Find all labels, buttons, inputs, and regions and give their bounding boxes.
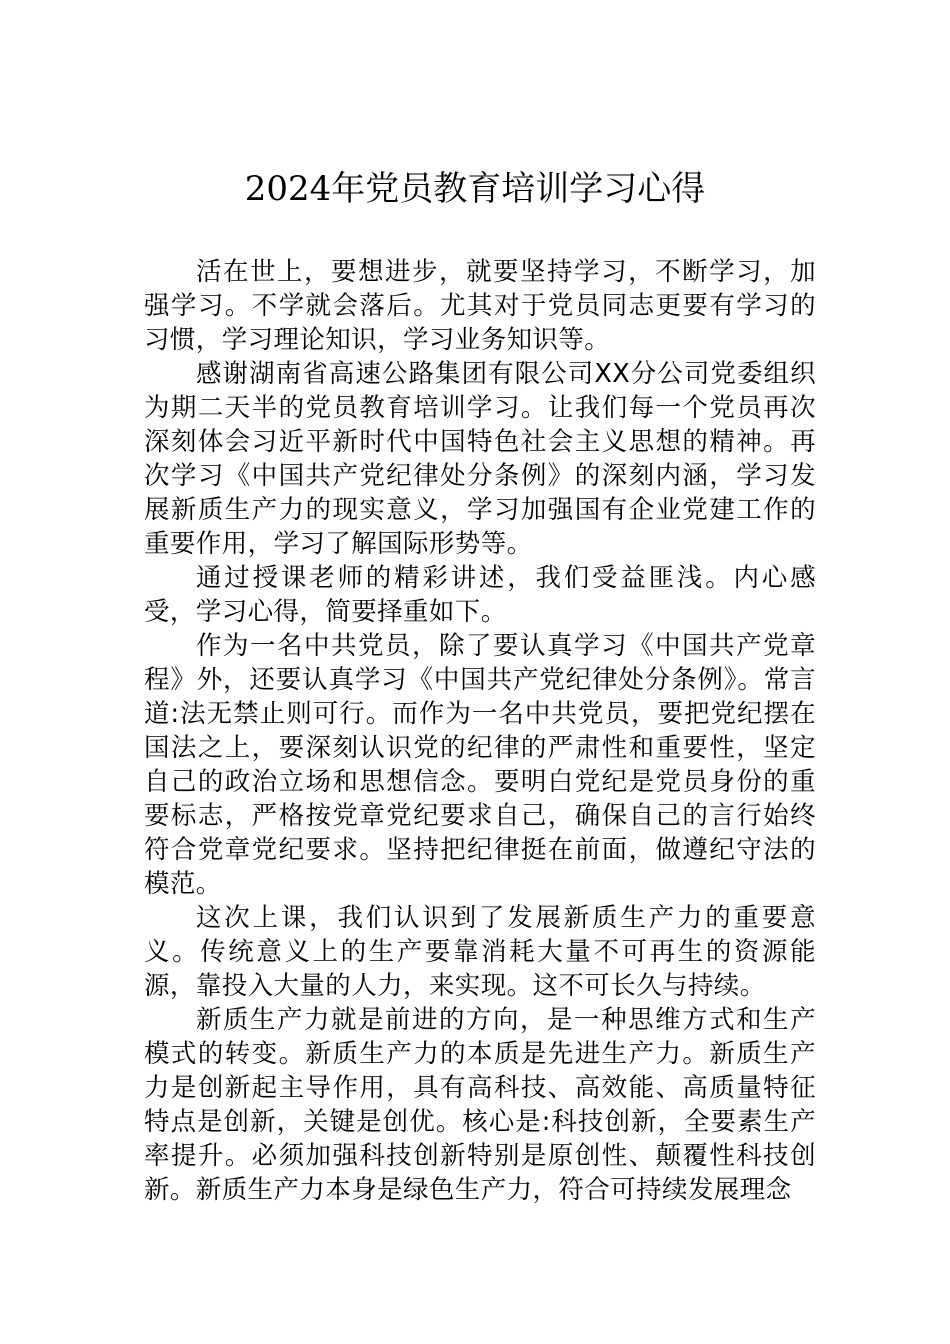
paragraph-intro: 活在世上，要想进步，就要坚持学习，不断学习，加强学习。不学就会落后。尤其对于党员同志更要有学习的习惯，学习理论知识，学习业务知识等。 [144, 257, 816, 355]
paragraph-productivity: 这次上课，我们认识到了发展新质生产力的重要意义。传统意义上的生产要靠消耗大量不可再生的资源能源，靠投入大量的人力，来实现。这不可长久与持续。 [144, 903, 816, 1001]
paragraph-summary: 通过授课老师的精彩讲述，我们受益匪浅。内心感受，学习心得，简要择重如下。 [144, 563, 816, 627]
document-title: 2024年党员教育培训学习心得 [244, 169, 706, 209]
paragraph-discipline: 作为一名中共党员，除了要认真学习《中国共产党章程》外，还要认真学习《中国共产党纪律处分条例》。常言道:法无禁止则可行。而作为一名中共党员，要把党纪摆在国法之上，要深刻认识党的纪律的严肃性和重要性，坚定自己的政治立场和思想信念。要明白党纪是党员身份的重要标志，严格按党章党纪要求自己，确保自己的言行始终符合党章党纪要求。坚持把纪律挺在前面，做遵纪守法的模范。 [144, 631, 816, 899]
paragraph-thanks: 感谢湖南省高速公路集团有限公司XX分公司党委组织为期二天半的党员教育培训学习。让我们每一个党员再次深刻体会习近平新时代中国特色社会主义思想的精神。再次学习《中国共产党纪律处分条例》的深刻内涵，学习发展新质生产力的现实意义，学习加强国有企业党建工作的重要作用，学习了解国际形势等。 [144, 359, 816, 559]
paragraph-new-quality: 新质生产力就是前进的方向，是一种思维方式和生产模式的转变。新质生产力的本质是先进生产力。新质生产力是创新起主导作用，具有高科技、高效能、高质量特征特点是创新，关键是创优。核心是:科技创新，全要素生产率提升。必须加强科技创新特别是原创性、颠覆性科技创新。新质生产力本身是绿色生产力，符合可持续发展理念 [144, 1005, 816, 1205]
document-body [144, 255, 816, 1207]
